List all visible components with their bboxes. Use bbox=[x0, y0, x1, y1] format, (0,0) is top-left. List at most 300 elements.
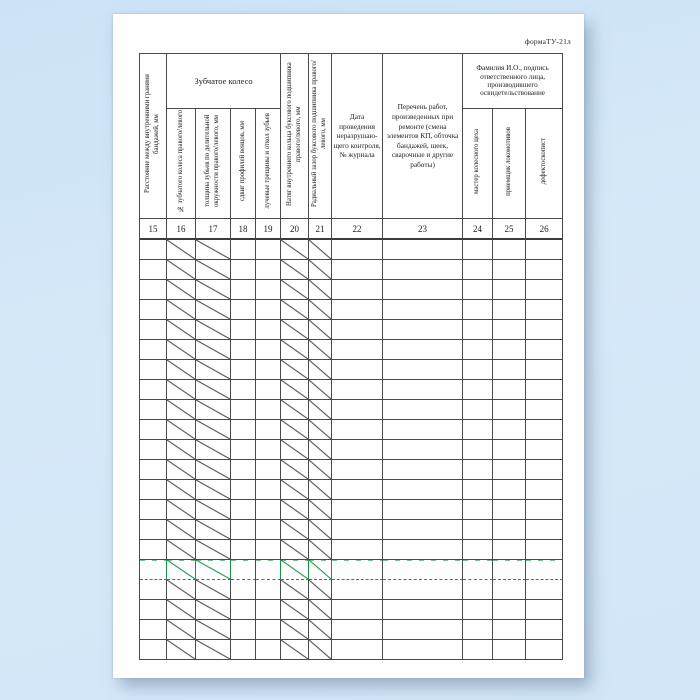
column-header-17 bbox=[196, 109, 231, 219]
table-cell-col16 bbox=[167, 540, 196, 560]
table-cell-col17 bbox=[196, 640, 231, 660]
table-cell-col23 bbox=[383, 640, 463, 660]
table-cell-col16 bbox=[167, 400, 196, 420]
table-row bbox=[140, 520, 563, 540]
table-cell-col21 bbox=[309, 480, 332, 500]
table-cell-col22 bbox=[332, 560, 383, 580]
table-cell-col22 bbox=[332, 360, 383, 380]
table-cell-col20 bbox=[281, 240, 309, 260]
table-cell-col18 bbox=[231, 560, 256, 580]
column-number-24: 24 bbox=[463, 219, 493, 240]
table-cell-col26 bbox=[526, 480, 563, 500]
column-header-25 bbox=[493, 109, 526, 219]
table-cell-col24 bbox=[463, 580, 493, 600]
table-cell-col22 bbox=[332, 640, 383, 660]
table-cell-col18 bbox=[231, 640, 256, 660]
table-cell-col21 bbox=[309, 440, 332, 460]
table-cell-col16 bbox=[167, 500, 196, 520]
table-cell-col18 bbox=[231, 460, 256, 480]
form-table bbox=[139, 53, 563, 660]
table-cell-col26 bbox=[526, 560, 563, 580]
column-header-26-label: дефектоскопист bbox=[539, 137, 547, 185]
table-cell-col16 bbox=[167, 380, 196, 400]
table-cell-col15 bbox=[140, 560, 167, 580]
table-row bbox=[140, 260, 563, 280]
table-row bbox=[140, 620, 563, 640]
table-cell-col15 bbox=[140, 300, 167, 320]
table-cell-col26 bbox=[526, 260, 563, 280]
table-cell-col18 bbox=[231, 260, 256, 280]
table-cell-col18 bbox=[231, 380, 256, 400]
table-cell-col21 bbox=[309, 320, 332, 340]
table-row bbox=[140, 340, 563, 360]
header-row-groups bbox=[140, 54, 563, 109]
table-cell-col15 bbox=[140, 340, 167, 360]
table-cell-col26 bbox=[526, 580, 563, 600]
table-cell-col22 bbox=[332, 380, 383, 400]
table-cell-col22 bbox=[332, 540, 383, 560]
table-cell-col17 bbox=[196, 320, 231, 340]
table-cell-col26 bbox=[526, 620, 563, 640]
column-number-25: 25 bbox=[493, 219, 526, 240]
table-cell-col19 bbox=[256, 420, 281, 440]
table-cell-col20 bbox=[281, 420, 309, 440]
table-cell-col26 bbox=[526, 640, 563, 660]
table-cell-col25 bbox=[493, 280, 526, 300]
table-cell-col18 bbox=[231, 420, 256, 440]
table-cell-col25 bbox=[493, 340, 526, 360]
table-cell-col15 bbox=[140, 460, 167, 480]
table-cell-col26 bbox=[526, 420, 563, 440]
table-cell-col23 bbox=[383, 300, 463, 320]
table-cell-col18 bbox=[231, 320, 256, 340]
table-cell-col25 bbox=[493, 480, 526, 500]
table-cell-col23 bbox=[383, 240, 463, 260]
table-row bbox=[140, 360, 563, 380]
table-cell-col26 bbox=[526, 380, 563, 400]
table-cell-col23 bbox=[383, 600, 463, 620]
table-cell-col15 bbox=[140, 360, 167, 380]
table-cell-col22 bbox=[332, 600, 383, 620]
table-cell-col18 bbox=[231, 300, 256, 320]
table-cell-col23 bbox=[383, 280, 463, 300]
table-cell-col22 bbox=[332, 520, 383, 540]
table-cell-col19 bbox=[256, 600, 281, 620]
table-cell-col25 bbox=[493, 500, 526, 520]
table-cell-col26 bbox=[526, 600, 563, 620]
table-row bbox=[140, 580, 563, 600]
table-cell-col17 bbox=[196, 540, 231, 560]
table-cell-col21 bbox=[309, 280, 332, 300]
table-cell-col25 bbox=[493, 420, 526, 440]
table-cell-col19 bbox=[256, 620, 281, 640]
table-cell-col24 bbox=[463, 460, 493, 480]
table-cell-col22 bbox=[332, 440, 383, 460]
table-row bbox=[140, 500, 563, 520]
table-cell-col19 bbox=[256, 380, 281, 400]
table-cell-col16 bbox=[167, 300, 196, 320]
column-number-17: 17 bbox=[196, 219, 231, 240]
table-cell-col21 bbox=[309, 260, 332, 280]
table-row bbox=[140, 440, 563, 460]
table-cell-col23 bbox=[383, 260, 463, 280]
table-cell-col24 bbox=[463, 500, 493, 520]
column-number-16: 16 bbox=[167, 219, 196, 240]
table-cell-col25 bbox=[493, 620, 526, 640]
table-cell-col19 bbox=[256, 400, 281, 420]
table-cell-col26 bbox=[526, 360, 563, 380]
table-cell-col20 bbox=[281, 620, 309, 640]
table-cell-col21 bbox=[309, 540, 332, 560]
table-cell-col24 bbox=[463, 600, 493, 620]
table-cell-col22 bbox=[332, 420, 383, 440]
column-number-22: 22 bbox=[332, 219, 383, 240]
table-cell-col19 bbox=[256, 340, 281, 360]
table-cell-col16 bbox=[167, 560, 196, 580]
column-number-19: 19 bbox=[256, 219, 281, 240]
table-cell-col26 bbox=[526, 280, 563, 300]
table-cell-col15 bbox=[140, 520, 167, 540]
table-row bbox=[140, 300, 563, 320]
column-number-21: 21 bbox=[309, 219, 332, 240]
table-cell-col19 bbox=[256, 360, 281, 380]
table-cell-col15 bbox=[140, 440, 167, 460]
table-cell-col21 bbox=[309, 240, 332, 260]
table-cell-col19 bbox=[256, 640, 281, 660]
table-cell-col16 bbox=[167, 320, 196, 340]
table-cell-col23 bbox=[383, 420, 463, 440]
table-cell-col26 bbox=[526, 340, 563, 360]
table-cell-col22 bbox=[332, 240, 383, 260]
table-cell-col26 bbox=[526, 320, 563, 340]
document-page bbox=[113, 14, 584, 678]
table-cell-col20 bbox=[281, 500, 309, 520]
table-cell-col17 bbox=[196, 440, 231, 460]
table-cell-col19 bbox=[256, 300, 281, 320]
table-row bbox=[140, 380, 563, 400]
column-number-15: 15 bbox=[140, 219, 167, 240]
table-cell-col18 bbox=[231, 400, 256, 420]
table-cell-col24 bbox=[463, 520, 493, 540]
table-cell-col18 bbox=[231, 340, 256, 360]
table-cell-col24 bbox=[463, 240, 493, 260]
table-cell-col18 bbox=[231, 440, 256, 460]
column-header-20-label: Натяг внутреннего кольца буксового подшипника правого/левого, мм bbox=[285, 61, 302, 206]
table-cell-col15 bbox=[140, 480, 167, 500]
table-cell-col19 bbox=[256, 440, 281, 460]
table-cell-col23 bbox=[383, 480, 463, 500]
table-cell-col20 bbox=[281, 340, 309, 360]
column-header-18 bbox=[231, 109, 256, 219]
table-cell-col16 bbox=[167, 280, 196, 300]
table-cell-col17 bbox=[196, 460, 231, 480]
table-cell-col21 bbox=[309, 380, 332, 400]
table-cell-col16 bbox=[167, 600, 196, 620]
table-cell-col26 bbox=[526, 520, 563, 540]
table-cell-col25 bbox=[493, 300, 526, 320]
table-cell-col25 bbox=[493, 260, 526, 280]
table-cell-col24 bbox=[463, 480, 493, 500]
table-cell-col20 bbox=[281, 520, 309, 540]
table-cell-col21 bbox=[309, 460, 332, 480]
table-cell-col26 bbox=[526, 400, 563, 420]
table-cell-col15 bbox=[140, 380, 167, 400]
table-cell-col21 bbox=[309, 620, 332, 640]
table-cell-col17 bbox=[196, 360, 231, 380]
table-row bbox=[140, 480, 563, 500]
table-cell-col25 bbox=[493, 640, 526, 660]
column-number-26: 26 bbox=[526, 219, 563, 240]
column-header-23: Перечень работ, произведенных при ремонте (смена элементов КП, обточка бандажей, шеек, сварочные и другие работы) bbox=[383, 54, 463, 219]
table-cell-col22 bbox=[332, 400, 383, 420]
table-row bbox=[140, 560, 563, 580]
table-cell-col20 bbox=[281, 300, 309, 320]
table-cell-col19 bbox=[256, 560, 281, 580]
column-numbers-row bbox=[140, 219, 563, 240]
table-cell-col26 bbox=[526, 460, 563, 480]
column-header-20 bbox=[281, 54, 309, 219]
table-cell-col16 bbox=[167, 420, 196, 440]
table-row bbox=[140, 600, 563, 620]
table-cell-col26 bbox=[526, 500, 563, 520]
table-cell-col15 bbox=[140, 320, 167, 340]
column-number-18: 18 bbox=[231, 219, 256, 240]
table-cell-col15 bbox=[140, 640, 167, 660]
table-cell-col25 bbox=[493, 380, 526, 400]
table-cell-col20 bbox=[281, 580, 309, 600]
table-cell-col23 bbox=[383, 320, 463, 340]
table-cell-col20 bbox=[281, 400, 309, 420]
table-cell-col26 bbox=[526, 440, 563, 460]
table-cell-col17 bbox=[196, 280, 231, 300]
table-cell-col18 bbox=[231, 540, 256, 560]
table-cell-col26 bbox=[526, 540, 563, 560]
column-header-21-label: Радиальный зазор буксового подшипника правого/левого, мм bbox=[311, 60, 328, 207]
table-cell-col16 bbox=[167, 340, 196, 360]
table-cell-col26 bbox=[526, 300, 563, 320]
table-cell-col20 bbox=[281, 360, 309, 380]
column-header-16-label: № зубчатого колеса правого/левого bbox=[176, 109, 184, 213]
table-cell-col16 bbox=[167, 360, 196, 380]
table-cell-col19 bbox=[256, 260, 281, 280]
table-cell-col17 bbox=[196, 560, 231, 580]
table-cell-col24 bbox=[463, 280, 493, 300]
table-cell-col25 bbox=[493, 440, 526, 460]
table-cell-col25 bbox=[493, 360, 526, 380]
group-header-signatories: Фамилия И.О., подпись ответственного лица, производившего освидетельствование bbox=[463, 54, 563, 109]
table-row bbox=[140, 420, 563, 440]
table-cell-col19 bbox=[256, 280, 281, 300]
table-cell-col21 bbox=[309, 300, 332, 320]
table-cell-col23 bbox=[383, 540, 463, 560]
table-header bbox=[140, 54, 563, 240]
table-cell-col17 bbox=[196, 520, 231, 540]
table-cell-col19 bbox=[256, 460, 281, 480]
table-cell-col18 bbox=[231, 360, 256, 380]
table-cell-col19 bbox=[256, 520, 281, 540]
table-row bbox=[140, 460, 563, 480]
table-cell-col18 bbox=[231, 240, 256, 260]
table-cell-col20 bbox=[281, 440, 309, 460]
table-cell-col18 bbox=[231, 520, 256, 540]
table-cell-col20 bbox=[281, 480, 309, 500]
table-cell-col24 bbox=[463, 300, 493, 320]
table-cell-col19 bbox=[256, 240, 281, 260]
table-cell-col18 bbox=[231, 500, 256, 520]
table-cell-col17 bbox=[196, 240, 231, 260]
table-cell-col22 bbox=[332, 300, 383, 320]
table-cell-col23 bbox=[383, 380, 463, 400]
column-header-22: Дата проведения неразрушаю-щего контроля, № журнала bbox=[332, 54, 383, 219]
table-cell-col22 bbox=[332, 280, 383, 300]
table-cell-col23 bbox=[383, 460, 463, 480]
table-cell-col22 bbox=[332, 260, 383, 280]
table-cell-col15 bbox=[140, 240, 167, 260]
table-cell-col17 bbox=[196, 620, 231, 640]
table-cell-col25 bbox=[493, 460, 526, 480]
table-cell-col22 bbox=[332, 340, 383, 360]
table-cell-col20 bbox=[281, 280, 309, 300]
table-cell-col21 bbox=[309, 520, 332, 540]
table-cell-col24 bbox=[463, 260, 493, 280]
table-row bbox=[140, 400, 563, 420]
table-cell-col20 bbox=[281, 600, 309, 620]
column-header-26 bbox=[526, 109, 563, 219]
table-row bbox=[140, 240, 563, 260]
column-header-24-label: мастер колесного цеха bbox=[473, 128, 481, 194]
table-cell-col17 bbox=[196, 420, 231, 440]
column-header-17-label: толщина зубьев по делительной окружности правого/левого, мм bbox=[204, 114, 220, 208]
column-number-20: 20 bbox=[281, 219, 309, 240]
table-cell-col19 bbox=[256, 540, 281, 560]
table-cell-col23 bbox=[383, 580, 463, 600]
table-cell-col17 bbox=[196, 380, 231, 400]
table-cell-col18 bbox=[231, 280, 256, 300]
table-cell-col19 bbox=[256, 480, 281, 500]
form-code-label: формаТУ-21л bbox=[524, 37, 571, 46]
table-cell-col17 bbox=[196, 340, 231, 360]
table-cell-col16 bbox=[167, 260, 196, 280]
table-cell-col23 bbox=[383, 620, 463, 640]
table-cell-col15 bbox=[140, 420, 167, 440]
table-cell-col21 bbox=[309, 580, 332, 600]
table-cell-col20 bbox=[281, 380, 309, 400]
table-body bbox=[140, 240, 563, 660]
table-row bbox=[140, 320, 563, 340]
table-cell-col15 bbox=[140, 500, 167, 520]
table-cell-col24 bbox=[463, 340, 493, 360]
table-cell-col25 bbox=[493, 560, 526, 580]
table-cell-col24 bbox=[463, 420, 493, 440]
column-header-19-label: лучевые трещины и откол зубьев bbox=[263, 113, 271, 209]
table-cell-col23 bbox=[383, 340, 463, 360]
column-header-21 bbox=[309, 54, 332, 219]
table-cell-col16 bbox=[167, 520, 196, 540]
table-cell-col16 bbox=[167, 580, 196, 600]
table-cell-col15 bbox=[140, 260, 167, 280]
table-cell-col16 bbox=[167, 640, 196, 660]
table-cell-col20 bbox=[281, 560, 309, 580]
table-cell-col15 bbox=[140, 280, 167, 300]
table-row bbox=[140, 640, 563, 660]
table-cell-col25 bbox=[493, 600, 526, 620]
table-cell-col22 bbox=[332, 460, 383, 480]
table-cell-col21 bbox=[309, 340, 332, 360]
table-cell-col19 bbox=[256, 320, 281, 340]
table-cell-col21 bbox=[309, 360, 332, 380]
table-cell-col23 bbox=[383, 520, 463, 540]
table-cell-col22 bbox=[332, 320, 383, 340]
column-header-19 bbox=[256, 109, 281, 219]
table-cell-col16 bbox=[167, 460, 196, 480]
table-cell-col21 bbox=[309, 640, 332, 660]
table-cell-col17 bbox=[196, 260, 231, 280]
table-cell-col18 bbox=[231, 480, 256, 500]
table-cell-col19 bbox=[256, 500, 281, 520]
table-cell-col21 bbox=[309, 400, 332, 420]
column-header-24 bbox=[463, 109, 493, 219]
table-cell-col18 bbox=[231, 620, 256, 640]
table-cell-col24 bbox=[463, 320, 493, 340]
table-cell-col21 bbox=[309, 600, 332, 620]
table-row bbox=[140, 540, 563, 560]
table-cell-col21 bbox=[309, 420, 332, 440]
column-header-25-label: приемщик локомотивов bbox=[504, 126, 512, 196]
table-cell-col24 bbox=[463, 640, 493, 660]
table-cell-col23 bbox=[383, 440, 463, 460]
table-cell-col22 bbox=[332, 620, 383, 640]
table-cell-col17 bbox=[196, 480, 231, 500]
column-number-23: 23 bbox=[383, 219, 463, 240]
table-cell-col18 bbox=[231, 600, 256, 620]
table-cell-col21 bbox=[309, 500, 332, 520]
table-cell-col18 bbox=[231, 580, 256, 600]
table-cell-col24 bbox=[463, 380, 493, 400]
table-cell-col25 bbox=[493, 580, 526, 600]
table-cell-col25 bbox=[493, 520, 526, 540]
table-cell-col24 bbox=[463, 540, 493, 560]
table-cell-col22 bbox=[332, 580, 383, 600]
table-cell-col21 bbox=[309, 560, 332, 580]
column-header-15 bbox=[140, 54, 167, 219]
table-cell-col17 bbox=[196, 300, 231, 320]
table-cell-col20 bbox=[281, 640, 309, 660]
table-cell-col25 bbox=[493, 240, 526, 260]
column-header-18-label: сдвиг профилей венцов, мм bbox=[238, 120, 246, 202]
table-cell-col25 bbox=[493, 320, 526, 340]
table-cell-col16 bbox=[167, 440, 196, 460]
table-row bbox=[140, 280, 563, 300]
table-cell-col17 bbox=[196, 500, 231, 520]
table-cell-col26 bbox=[526, 240, 563, 260]
table-cell-col15 bbox=[140, 580, 167, 600]
column-header-16 bbox=[167, 109, 196, 219]
table-cell-col24 bbox=[463, 560, 493, 580]
table-cell-col23 bbox=[383, 500, 463, 520]
table-cell-col20 bbox=[281, 460, 309, 480]
group-header-gear-wheel: Зубчатое колесо bbox=[167, 54, 281, 109]
table-cell-col16 bbox=[167, 240, 196, 260]
table-cell-col25 bbox=[493, 400, 526, 420]
table-cell-col15 bbox=[140, 620, 167, 640]
column-header-15-label: Расстояние между внутренними гранями бандажей, мм bbox=[144, 74, 160, 193]
table-cell-col16 bbox=[167, 480, 196, 500]
table-cell-col24 bbox=[463, 360, 493, 380]
table-cell-col24 bbox=[463, 400, 493, 420]
table-cell-col17 bbox=[196, 600, 231, 620]
table-cell-col22 bbox=[332, 500, 383, 520]
table-cell-col24 bbox=[463, 440, 493, 460]
